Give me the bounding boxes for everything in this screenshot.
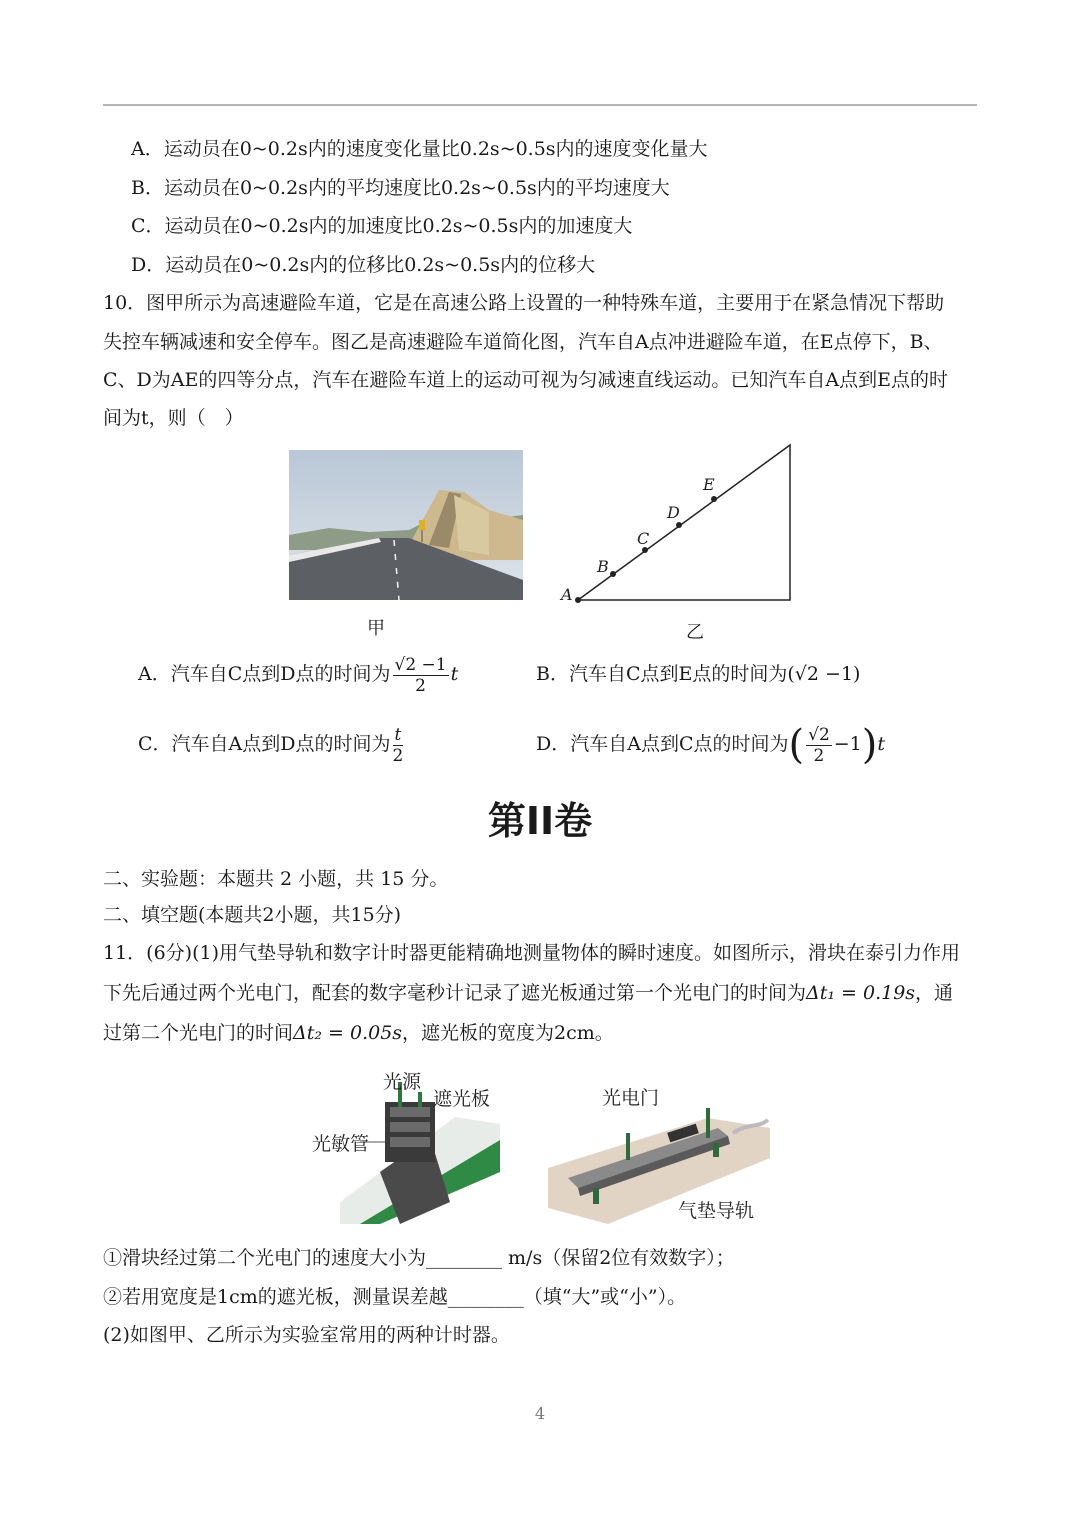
page-number: 4	[534, 1404, 546, 1423]
label-photosensitive-tube: 光敏管	[312, 1133, 370, 1155]
label-shading-plate: 遮光板	[433, 1088, 491, 1110]
q10-option-d: D．汽车自A点到C点的时间为( $\frac{√2}{2}$ −1)t	[536, 722, 886, 768]
q9-option-a: A．运动员在0~0.2s内的速度变化量比0.2s~0.5s内的速度变化量大	[131, 138, 708, 160]
section-line-2: 二、填空题(本题共2小题，共15分)	[103, 904, 402, 926]
q11-line-1: 11．(6分)(1)用气垫导轨和数字计时器更能精确地测量物体的瞬时速度。如图所示，滑块在泰引力作用	[103, 942, 961, 964]
q10-line-2: 失控车辆减速和安全停车。图乙是高速避险车道简化图，汽车自A点冲进避险车道，在E点停下，B、	[103, 331, 943, 353]
q10-option-b	[536, 662, 860, 686]
q9-option-d: D．运动员在0~0.2s内的位移比0.2s~0.5s内的位移大	[131, 254, 596, 276]
header-rule	[103, 104, 977, 106]
label-air-track: 气垫导轨	[678, 1200, 755, 1222]
q10-option-a	[138, 652, 458, 696]
escape-lane-diagram	[555, 440, 800, 608]
q10-option-d-text: D．汽车自A点到C点的时间为	[536, 733, 789, 755]
section-line-1: 二、实验题：本题共 2 小题，共 15 分。	[103, 868, 449, 890]
q9-option-c: C．运动员在0~0.2s内的加速度比0.2s~0.5s内的加速度大	[131, 215, 633, 237]
q11-sub-2: ②若用宽度是1cm的遮光板，测量误差越________（填“大”或“小”）。	[103, 1286, 687, 1308]
fig-jia-caption: 甲	[367, 618, 385, 639]
label-photogate: 光电门	[602, 1087, 660, 1109]
point-d-label: D	[667, 503, 680, 522]
q11-line-3	[103, 1021, 614, 1045]
q10-option-d-tail: t	[877, 733, 886, 755]
section-title: 第II卷	[487, 799, 593, 843]
q11-line-2-tail: ，通	[915, 982, 954, 1004]
q10-option-a-text: A．汽车自C点到D点的时间为	[138, 663, 391, 685]
q10-line-3: C、D为AE的四等分点，汽车在避险车道上的运动可视为匀减速直线运动。已知汽车自A点到E点的时	[103, 369, 948, 391]
q10-option-c-text: C．汽车自A点到D点的时间为	[138, 733, 391, 755]
q10-option-d-numerator: √2	[808, 724, 830, 745]
q10-option-d-mid: −1	[833, 733, 862, 755]
point-a-label: A	[561, 585, 573, 604]
q10-option-b-expr: (√2 −1)	[787, 663, 861, 685]
point-c-label: C	[637, 529, 650, 548]
q11-line-3-tail: ，遮光板的宽度为2cm。	[402, 1022, 614, 1044]
point-e-label: E	[703, 475, 715, 494]
q11-sub-3: (2)如图甲、乙所示为实验室常用的两种计时器。	[103, 1324, 510, 1346]
fig-yi-caption: 乙	[686, 622, 704, 643]
q10-line-1: 10．图甲所示为高速避险车道，它是在高速公路上设置的一种特殊车道，主要用于在紧急情况下帮助	[103, 292, 945, 314]
q10-line-4: 间为t，则（ ）	[103, 407, 244, 429]
q11-dt1-value: Δt₁ = 0.19s	[806, 982, 916, 1004]
escape-lane-photo	[289, 450, 523, 600]
q10-option-c-numerator: t	[394, 724, 402, 745]
point-b-label: B	[597, 557, 609, 576]
q10-option-c-denominator: 2	[392, 745, 404, 766]
q11-sub-1: ①滑块经过第二个光电门的速度大小为________ m/s（保留2位有效数字）；	[103, 1247, 735, 1269]
q10-option-a-numerator: √2 −1	[394, 654, 447, 675]
q11-line-2-text: 下先后通过两个光电门，配套的数字毫秒计记录了遮光板通过第一个光电门的时间为	[103, 982, 807, 1004]
q10-option-a-tail: t	[450, 663, 459, 685]
q11-line-3-text: 过第二个光电门的时间	[103, 1022, 294, 1044]
q10-option-b-text: B．汽车自C点到E点的时间为	[536, 663, 788, 685]
q10-option-d-denominator: 2	[813, 745, 825, 766]
q10-option-a-denominator: 2	[415, 675, 426, 696]
q11-dt2-value: Δt₂ = 0.05s	[293, 1022, 403, 1044]
q9-option-b: B．运动员在0~0.2s内的平均速度比0.2s~0.5s内的平均速度大	[131, 177, 670, 199]
q10-option-c	[138, 722, 405, 766]
q11-line-2	[103, 981, 953, 1005]
label-light-source: 光源	[383, 1071, 422, 1093]
